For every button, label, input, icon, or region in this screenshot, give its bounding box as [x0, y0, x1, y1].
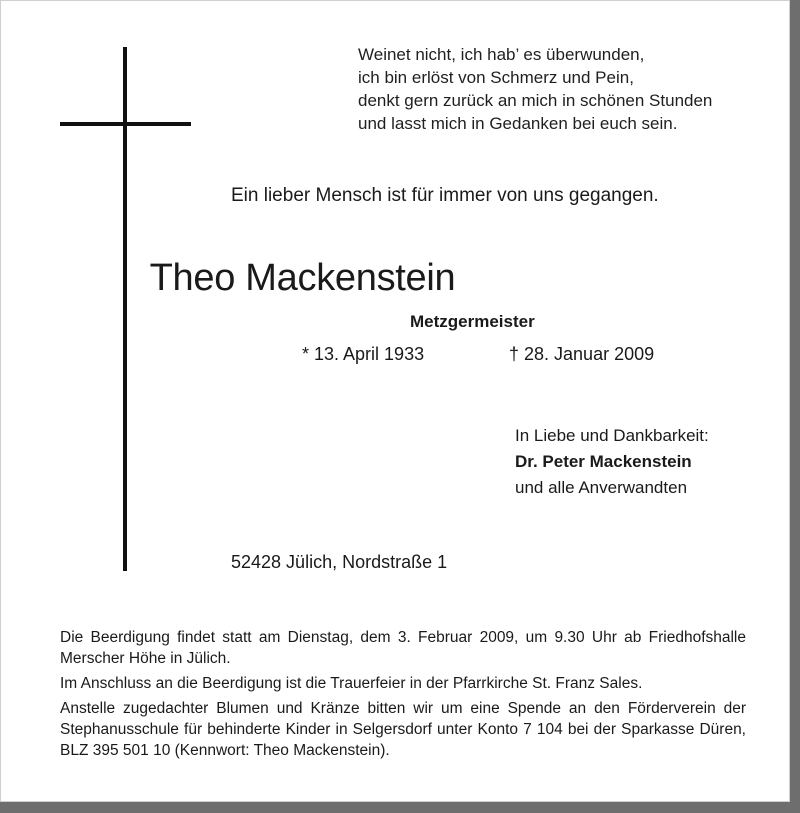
mourner-name: Dr. Peter Mackenstein — [515, 452, 692, 471]
donation-info: Anstelle zugedachter Blumen und Kränze bitten wir um eine Spende an den Förderverein der Stephanusschule für behinderte Kinder in Selgersdorf unter Konto 7 104 bei der Sparkasse Düren, BLZ 395 501 10 (Kennwort: Theo Mackenstein). — [60, 700, 746, 759]
deceased-name-text: Theo Mackenstein — [149, 257, 456, 299]
funeral-details — [60, 627, 746, 765]
mourners-block — [515, 423, 709, 501]
poem-line: denkt gern zurück an mich in schönen Stunden — [358, 91, 713, 110]
poem-line: und lasst mich in Gedanken bei euch sein. — [358, 114, 678, 133]
service-info: Im Anschluss an die Beerdigung ist die Trauerfeier in der Pfarrkirche St. Franz Sales. — [60, 675, 643, 692]
deceased-title: Metzgermeister — [410, 312, 535, 331]
address: 52428 Jülich, Nordstraße 1 — [231, 552, 448, 572]
poem — [358, 43, 712, 135]
birth-date: * 13. April 1933 — [302, 344, 425, 364]
poem-line: Weinet nicht, ich hab’ es überwunden, — [358, 45, 645, 64]
mourners-intro: In Liebe und Dankbarkeit: — [515, 426, 709, 445]
mourners-relatives: und alle Anverwandten — [515, 478, 688, 497]
deceased-name — [1, 257, 789, 300]
intro-text: Ein lieber Mensch ist für immer von uns gegangen. — [231, 185, 659, 206]
cross-icon-beam — [60, 122, 191, 126]
funeral-info: Die Beerdigung findet statt am Dienstag, dem 3. Februar 2009, um 9.30 Uhr ab Friedhofshalle Merscher Höhe in Jülich. — [60, 629, 746, 667]
poem-line: ich bin erlöst von Schmerz und Pein, — [358, 68, 634, 87]
death-date: † 28. Januar 2009 — [509, 344, 655, 364]
